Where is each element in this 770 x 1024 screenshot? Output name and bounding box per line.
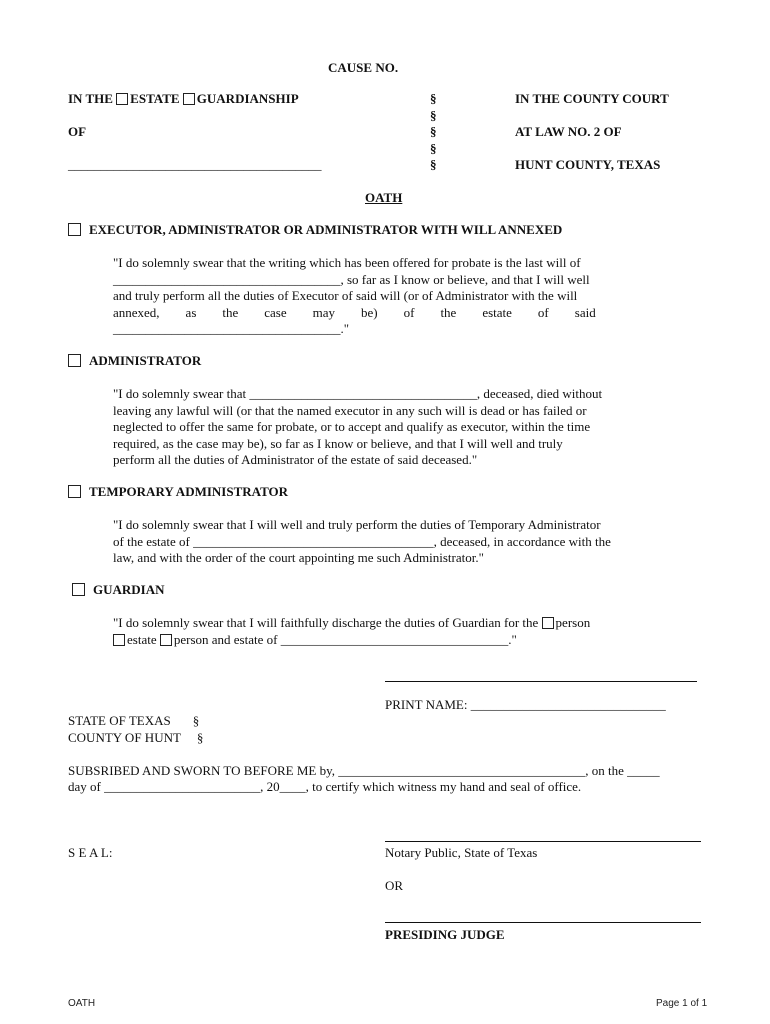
- temp-administrator-checkbox[interactable]: [68, 485, 81, 498]
- cause-number: CAUSE NO.: [328, 60, 399, 75]
- guardianship-label: GUARDIANSHIP: [196, 91, 299, 106]
- guardianship-checkbox[interactable]: [183, 93, 195, 105]
- court-line-1: IN THE COUNTY COURT: [515, 91, 669, 106]
- signature-line[interactable]: [385, 681, 697, 682]
- print-name-field[interactable]: PRINT NAME: ______________________________: [385, 697, 666, 712]
- document-title: OATH: [365, 190, 403, 205]
- footer-left: OATH: [68, 998, 96, 1009]
- guardian-checkbox[interactable]: [72, 583, 85, 596]
- estate-checkbox[interactable]: [116, 93, 128, 105]
- executor-heading: EXECUTOR, ADMINISTRATOR OR ADMINISTRATOR WITH WILL ANNEXED: [89, 222, 563, 237]
- jurat-line-2[interactable]: day of ________________________, 20____, to certify which witness my hand and seal of office.: [68, 779, 582, 794]
- estate-name-blank[interactable]: _______________________________________: [68, 157, 322, 172]
- administrator-heading: ADMINISTRATOR: [89, 353, 202, 368]
- executor-heading-row: [68, 222, 562, 238]
- executor-oath-text: "I do solemnly swear that the writing which has been offered for probate is the last will of ___________________________________, so far as I know or believe, and that I will well and truly perform all the duties of Executor of said will (or of Administrator with the will annexed, as the case may be) of the estate of said ___________________________________.": [113, 255, 596, 336]
- section-marks: § § § § §: [430, 91, 437, 172]
- presiding-judge-label: PRESIDING JUDGE: [385, 927, 505, 942]
- judge-signature-line[interactable]: [385, 922, 701, 923]
- jurat-line-1[interactable]: SUBSRIBED AND SWORN TO BEFORE ME by, ______________________________________, on the _____: [68, 763, 660, 778]
- of-label: OF: [68, 124, 87, 139]
- guardian-person-and-estate-checkbox[interactable]: [160, 634, 172, 646]
- administrator-checkbox[interactable]: [68, 354, 81, 367]
- seal-label: S E A L:: [68, 845, 113, 860]
- guardian-heading: GUARDIAN: [93, 582, 165, 597]
- temp-administrator-heading: TEMPORARY ADMINISTRATOR: [89, 484, 289, 499]
- guardian-heading-row: [72, 582, 165, 598]
- administrator-heading-row: [68, 353, 201, 369]
- notary-label: Notary Public, State of Texas: [385, 845, 538, 860]
- temp-administrator-oath-text: "I do solemnly swear that I will well and truly perform the duties of Temporary Administrator of the estate of _____________________________________, deceased, in accordance with the law, and with the order of the court appointing me such Administrator.": [113, 517, 611, 565]
- notary-signature-line[interactable]: [385, 841, 701, 842]
- guardian-name-blank[interactable]: ___________________________________.": [280, 631, 517, 647]
- guardian-person-and-estate-label: person and estate of: [173, 631, 278, 647]
- court-line-2: AT LAW NO. 2 OF: [515, 124, 622, 139]
- court-line-3: HUNT COUNTY, TEXAS: [515, 157, 661, 172]
- temp-administrator-heading-row: [68, 484, 288, 500]
- guardian-person-label: person: [555, 615, 591, 630]
- or-label: OR: [385, 878, 404, 893]
- estate-label: ESTATE: [130, 91, 180, 106]
- guardian-estate-label: estate: [127, 631, 157, 647]
- in-the-label: IN THE: [68, 91, 113, 106]
- venue-county: COUNTY OF HUNT §: [68, 730, 204, 745]
- footer-page-number: Page 1 of 1: [656, 998, 708, 1009]
- executor-checkbox[interactable]: [68, 223, 81, 236]
- case-type-row: [68, 91, 299, 107]
- venue-state: STATE OF TEXAS §: [68, 713, 200, 728]
- administrator-oath-text: "I do solemnly swear that ___________________________________, deceased, died without leaving any lawful will (or that the named executor in any such will is dead or has failed or neglected to offer the same for probate, or to accept and qualify as executor, within the time required, as the case may be), so far as I know or believe, and that I will well and truly perform all the duties of Administrator of the estate of said deceased.": [113, 386, 603, 467]
- guardian-oath-text: "I do solemnly swear that I will faithfully discharge the duties of Guardian for the person estate person and estate of ___________________________________.": [113, 615, 591, 647]
- guardian-estate-checkbox[interactable]: [113, 634, 125, 646]
- guardian-person-checkbox[interactable]: [542, 617, 554, 629]
